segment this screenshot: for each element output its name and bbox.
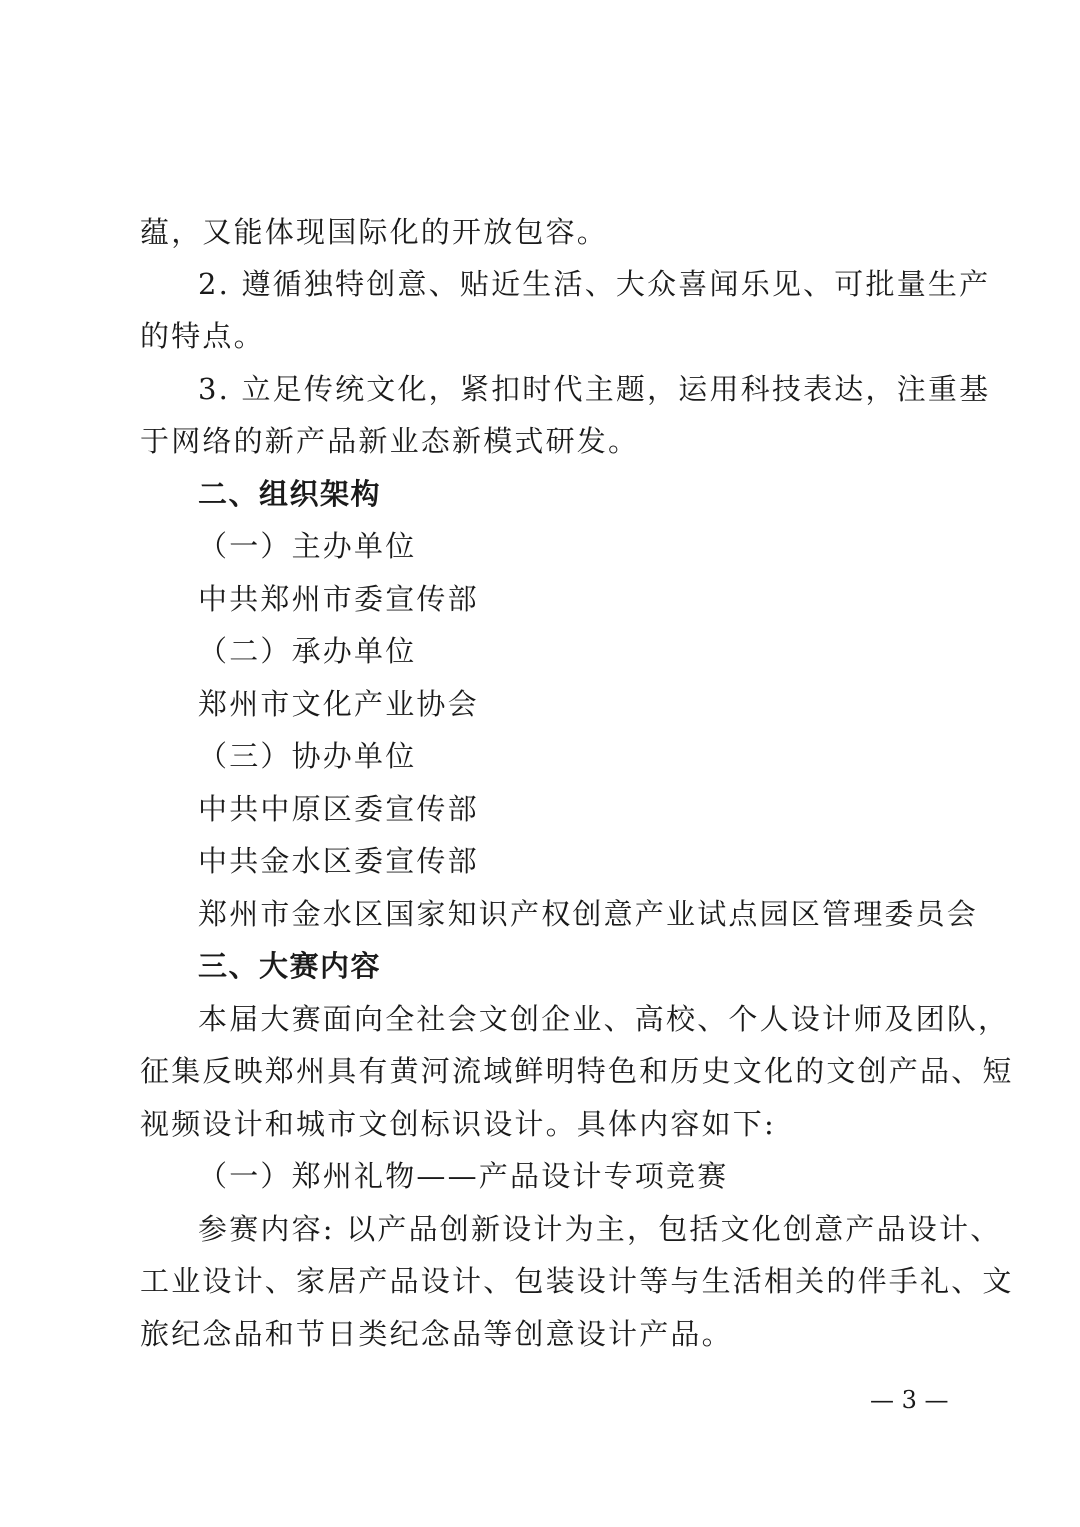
subsection-heading: （二）承办单位 (198, 634, 417, 668)
page-number: — 3 — (870, 1386, 949, 1414)
paragraph-line: 中共金水区委宣传部 (198, 844, 479, 878)
paragraph-line: 旅纪念品和节日类纪念品等创意设计产品。 (140, 1317, 733, 1351)
paragraph-line: 征集反映郑州具有黄河流域鲜明特色和历史文化的文创产品、短 (140, 1054, 1014, 1088)
subsection-heading: （三）协办单位 (198, 739, 417, 773)
section-heading: 三、大赛内容 (198, 949, 382, 983)
paragraph-line: 中共郑州市委宣传部 (198, 582, 479, 616)
paragraph-line: 参赛内容: 以产品创新设计为主，包括文化创意产品设计、 (198, 1212, 1002, 1246)
paragraph-line: 视频设计和城市文创标识设计。具体内容如下: (140, 1107, 776, 1141)
paragraph-line: 中共中原区委宣传部 (198, 792, 479, 826)
paragraph-line: 工业设计、家居产品设计、包装设计等与生活相关的伴手礼、文 (140, 1264, 1014, 1298)
subsection-heading: （一）郑州礼物——产品设计专项竞赛 (198, 1159, 729, 1193)
paragraph-line: 郑州市金水区国家知识产权创意产业试点园区管理委员会 (198, 897, 979, 931)
paragraph-line: 郑州市文化产业协会 (198, 687, 479, 721)
paragraph-line: 3. 立足传统文化，紧扣时代主题，运用科技表达，注重基 (198, 372, 991, 406)
section-heading: 二、组织架构 (198, 477, 382, 511)
paragraph-line: 2. 遵循独特创意、贴近生活、大众喜闻乐见、可批量生产 (198, 267, 991, 301)
paragraph-line: 本届大赛面向全社会文创企业、高校、个人设计师及团队， (198, 1002, 1010, 1036)
paragraph-line: 于网络的新产品新业态新模式研发。 (140, 424, 640, 458)
subsection-heading: （一）主办单位 (198, 529, 417, 563)
paragraph-line: 蕴，又能体现国际化的开放包容。 (140, 215, 609, 249)
paragraph-line: 的特点。 (140, 319, 265, 353)
